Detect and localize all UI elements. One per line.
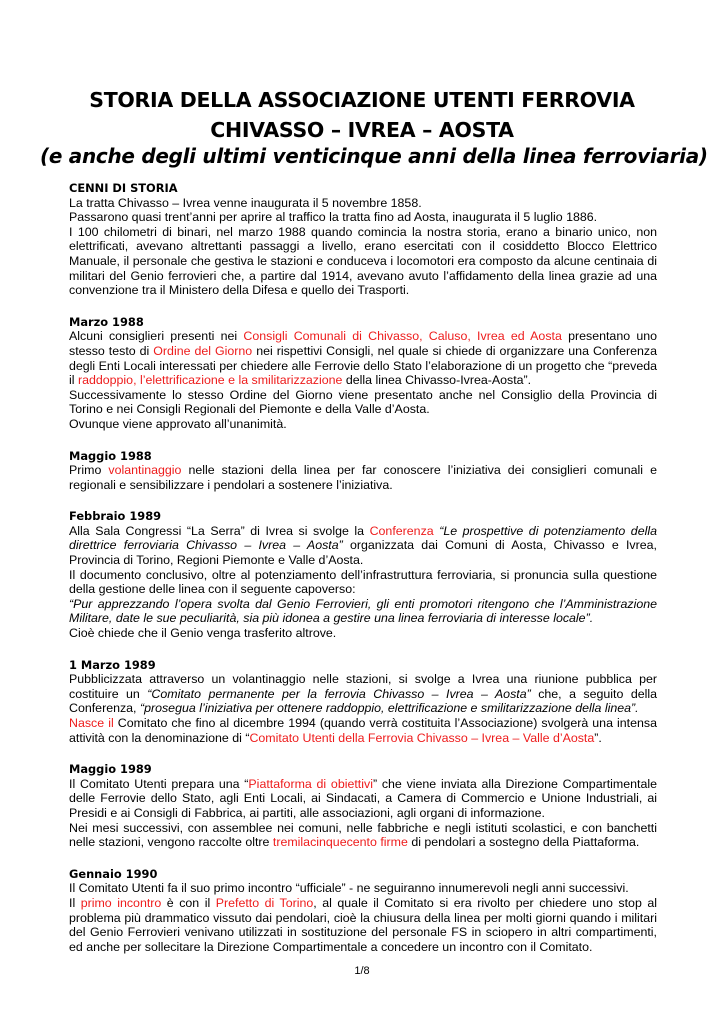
paragraph (69, 524, 657, 568)
paragraph: Il Comitato Utenti fa il suo primo incontro “ufficiale” - ne seguiranno innumerevoli negli anni successivi. (69, 881, 629, 896)
paragraph (69, 672, 657, 716)
paragraph: Passarono quasi trent’anni per aprire al traffico la tratta fino ad Aosta, inaugurata il 5 luglio 1886. (69, 210, 598, 225)
text: Il (69, 895, 81, 910)
text: Comitato che fino al dicembre 1994 (quando verrà costituita l’Associazione) svolgerà una intensa attività con la denominazione di “ (69, 716, 657, 745)
section-gennaio-1990 (69, 867, 657, 955)
highlighted-text: tremilacinquecento firme (272, 835, 408, 850)
section-heading: Gennaio 1990 (69, 866, 158, 881)
page-number: 1/8 (354, 965, 370, 977)
section-heading: Febbraio 1989 (69, 509, 162, 524)
section-maggio-1988 (69, 449, 657, 493)
highlighted-text: Consigli Comunali di Chivasso, Caluso, Ivrea ed Aosta (243, 329, 562, 344)
text: nelle stazioni della linea per far conoscere l’iniziativa dei consiglieri comunali e regionali e sensibilizzare i pendolari a sostenere l’iniziativa. (69, 463, 657, 492)
paragraph (69, 716, 657, 745)
document-title-line-2: CHIVASSO – IVREA – AOSTA (210, 118, 514, 142)
paragraph: Cioè chiede che il Genio venga trasferito altrove. (69, 626, 337, 641)
section-heading: Maggio 1989 (69, 762, 152, 777)
section-heading: 1 Marzo 1989 (69, 657, 156, 672)
highlighted-text: Nasce il (69, 716, 114, 730)
paragraph: I 100 chilometri di binari, nel marzo 1988 quando comincia la nostra storia, erano a binario unico, non elettrificati, avevano altrettanti passaggi a livello, erano esercitati con il cosiddetto Blocco Elettrico Manuale, il personale che gestiva le stazioni e conduceva i locomotori era composto da alcune centinaia di militari del Genio ferrovieri che, a partire dal 1914, avevano avuto l’affidamento della linea grazie ad una convenzione tra il Ministero della Difesa e quello dei Trasporti. (69, 224, 657, 298)
text: , al quale il Comitato si era rivolto per chiedere uno stop al problema più drammatico vissuto dai pendolari, cioè la chiusura della linea per molti giorni quando i militari del Genio Ferrovieri venivano utilizzati in sostituzione del personale FS in sciopero in altri compartimenti, ed anche per sollecitare la Direzione Compartimentale a concedere un incontro con il Comitato. (69, 895, 657, 954)
section-heading: Marzo 1988 (69, 314, 144, 329)
text: Primo (69, 463, 109, 478)
highlighted-text: primo incontro (80, 895, 162, 910)
highlighted-text: raddoppio, l’elettrificazione e la smilitarizzazione (77, 373, 343, 388)
paragraph (69, 821, 657, 850)
paragraph: Il documento conclusivo, oltre al potenziamento dell’infrastruttura ferroviaria, si pronuncia sulla questione della gestione delle linea con il seguente capoverso: (69, 567, 657, 597)
italic-text: “Comitato permanente per la ferrovia Chivasso – Ivrea – Aosta” (147, 686, 531, 701)
document-title-line-1: STORIA DELLA ASSOCIAZIONE UTENTI FERROVIA (89, 88, 635, 112)
section-cenni-di-storia (69, 181, 657, 298)
text: è con il (161, 895, 216, 910)
italic-text: “Le prospettive di potenziamento della direttrice ferroviaria Chivasso – Ivrea – Aosta” (69, 523, 657, 553)
text: nei rispettivi Consigli, nel quale si chiede di organizzare una Conferenza degli Enti Locali interessati per chiedere alle Ferrovie dello Stato l’elaborazione di un progetto che “preveda il (69, 343, 658, 388)
text: Nei mesi successivi, con assemblee nei comuni, nelle fabbriche e negli istituti scolastici, e con banchetti nelle stazioni, vengono raccolte oltre (69, 820, 657, 850)
text: ”. (594, 730, 602, 745)
document-body (69, 181, 657, 971)
text: organizzata dai Comuni di Aosta, Chivasso e Ivrea, Provincia di Torino, Regioni Piemonte e Valle d’Aosta. (69, 538, 657, 568)
section-maggio-1989 (69, 762, 657, 850)
highlighted-text: volantinaggio (108, 463, 182, 478)
text: Alla Sala Congressi “La Serra” di Ivrea si svolge la (69, 523, 370, 538)
section-marzo-1988 (69, 315, 657, 432)
text: Il Comitato Utenti prepara una “ (69, 776, 249, 791)
highlighted-text: Ordine del Giorno (153, 343, 253, 358)
section-1-marzo-1989 (69, 658, 657, 746)
text: ” che viene inviata alla Direzione Compartimentale delle Ferrovie dello Stato, agli Enti Locali, ai Sindacati, a Camera di Commercio e Unione Industriali, ai Presidi e ai Consigli di Fabbrica, ai partiti, alle associazioni, agli organi di informazione. (69, 776, 657, 820)
section-febbraio-1989 (69, 509, 657, 640)
section-heading: CENNI DI STORIA (69, 181, 178, 195)
paragraph (69, 463, 657, 492)
highlighted-text: Piattaforma di obiettivi (248, 776, 373, 791)
paragraph: Ovunque viene approvato all’unanimità. (69, 416, 287, 431)
paragraph (69, 777, 657, 821)
paragraph (69, 896, 657, 954)
highlighted-text: Prefetto di Torino (215, 895, 314, 910)
text: Alcuni consiglieri presenti nei (69, 329, 244, 344)
italic-text: “prosegua l’iniziativa per ottenere raddoppio, elettrificazione e smilitarizzazione della linea”. (139, 701, 639, 716)
highlighted-text: Conferenza (369, 523, 434, 538)
paragraph: Successivamente lo stesso Ordine del Giorno viene presentato anche nel Consiglio della Provincia di Torino e nei Consigli Regionali del Piemonte e della Valle d’Aosta. (69, 387, 657, 417)
quote-paragraph: “Pur apprezzando l’opera svolta dal Genio Ferrovieri, gli enti promotori ritengono che l’Amministrazione Militare, date le sue peculiarità, sia più idonea a gestire una linea ferroviaria di interesse locale”. (69, 596, 657, 626)
section-heading: Maggio 1988 (69, 448, 152, 463)
text: che, a seguito della Conferenza, (69, 686, 658, 716)
paragraph (69, 329, 657, 387)
text: presentano uno stesso testo di (69, 329, 658, 358)
document-subtitle: (e anche degli ultimi venticinque anni della linea ferroviaria) (40, 144, 708, 168)
paragraph: La tratta Chivasso – Ivrea venne inaugurata il 5 novembre 1858. (69, 195, 422, 210)
text: della linea Chivasso-Ivrea-Aosta”. (342, 373, 532, 388)
text: di pendolari a sostegno della Piattaforma. (407, 835, 640, 850)
text: Pubblicizzata attraverso un volantinaggio nelle stazioni, si svolge a Ivrea una riunione pubblica per costituire un (69, 672, 657, 701)
highlighted-text: Comitato Utenti della Ferrovia Chivasso – Ivrea – Valle d’Aosta (249, 730, 595, 745)
